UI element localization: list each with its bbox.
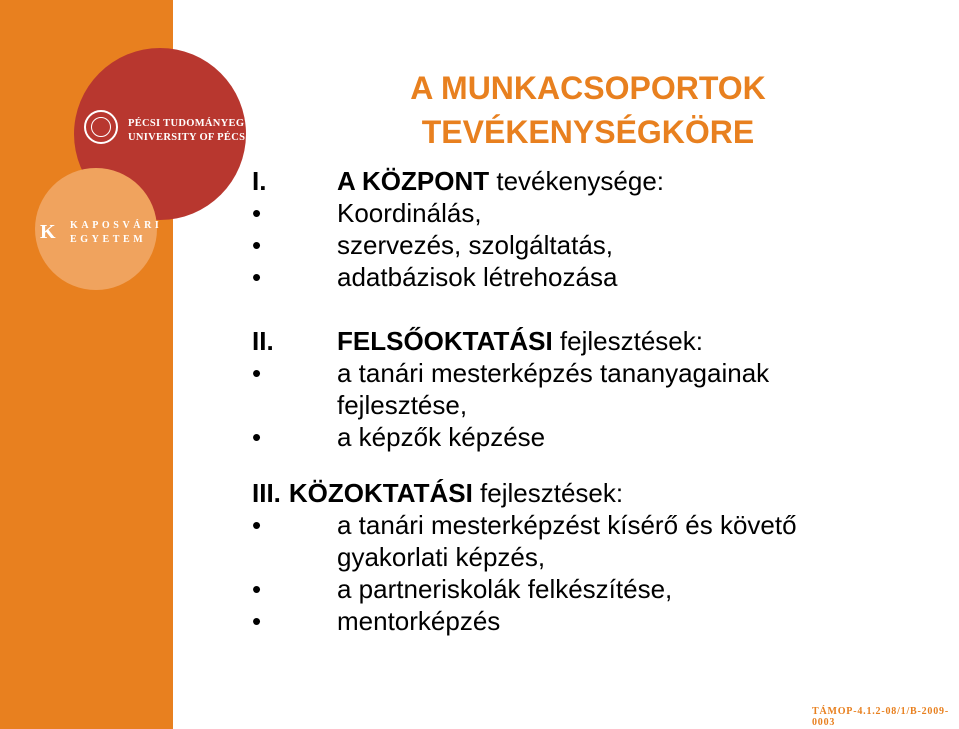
pecs-name-en: UNIVERSITY OF PÉCS <box>128 132 246 143</box>
section-heading-strong: KÖZOKTATÁSI <box>288 478 473 508</box>
list-item-text: adatbázisok létrehozása <box>337 262 618 292</box>
pecs-name-hu: PÉCSI TUDOMÁNYEGYETEM <box>128 118 285 129</box>
bullet-icon: • <box>252 574 262 604</box>
list-item <box>252 261 952 293</box>
list-item <box>252 573 952 605</box>
section-spacer <box>252 293 952 325</box>
section-number: I. <box>252 166 267 196</box>
kaposvar-line1: KAPOSVÁRI <box>70 220 163 231</box>
bullet-icon: • <box>252 510 262 540</box>
title-line2: TEVÉKENYSÉGKÖRE <box>421 114 755 150</box>
list-item <box>252 605 952 637</box>
section-number: III. <box>252 478 281 508</box>
university-seal-icon <box>84 110 118 144</box>
list-item <box>252 357 952 389</box>
list-item <box>252 509 952 541</box>
list-item-text: a tanári mesterképzést kísérő és követő <box>337 510 797 540</box>
section-heading-strong: A KÖZPONT <box>337 166 490 196</box>
kaposvar-line2: EGYETEM <box>70 234 147 245</box>
section-heading-rest: fejlesztések: <box>472 478 624 508</box>
bullet-icon: • <box>252 422 262 452</box>
section-heading <box>252 325 952 357</box>
section-heading-rest: tevékenysége: <box>489 166 665 196</box>
bullet-icon: • <box>252 358 262 388</box>
section-heading-strong: FELSŐOKTATÁSI <box>337 326 553 356</box>
section-heading <box>252 165 952 197</box>
section-spacer <box>252 453 952 477</box>
bullet-icon: • <box>252 606 262 636</box>
title-line1: A MUNKACSOPORTOK <box>410 70 766 106</box>
list-item <box>252 197 952 229</box>
list-item-continuation: fejlesztése, <box>337 390 468 420</box>
bullet-icon: • <box>252 262 262 292</box>
bullet-icon: • <box>252 230 262 260</box>
list-item <box>252 421 952 453</box>
list-item-text: a képzők képzése <box>337 422 546 452</box>
kaposvar-logo-text <box>70 219 162 247</box>
list-item-text: szervezés, szolgáltatás, <box>337 230 614 260</box>
list-item-text: mentorképzés <box>337 606 501 636</box>
section-heading-rest: fejlesztések: <box>552 326 703 356</box>
section-number: II. <box>252 326 274 356</box>
slide-title <box>358 66 818 154</box>
project-code-footer: TÁMOP-4.1.2-08/1/B-2009-0003 <box>812 706 949 728</box>
pecs-logo-text <box>128 117 284 145</box>
list-item-continuation: gyakorlati képzés, <box>337 542 546 572</box>
slide-content <box>252 165 952 637</box>
bullet-icon: • <box>252 198 262 228</box>
section-heading <box>252 477 952 509</box>
list-item-text: Koordinálás, <box>337 198 482 228</box>
list-item <box>252 229 952 261</box>
list-item-text: a partneriskolák felkészítése, <box>337 574 673 604</box>
list-item-text: a tanári mesterképzés tananyagainak <box>337 358 770 388</box>
kaposvar-k-mark: K <box>40 221 56 243</box>
